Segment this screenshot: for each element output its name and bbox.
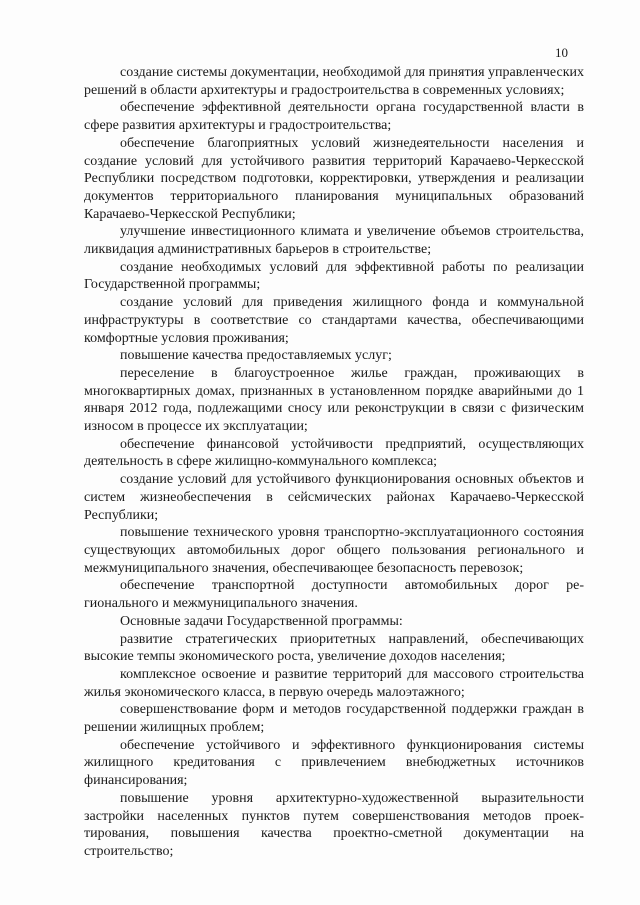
paragraph: обеспечение финансовой устойчивости предприятий, осуществляющих деятельность в сфере жилищно-коммунального комплекса; (84, 436, 584, 470)
paragraph: комплексное освоение и развитие территорий для массового строительства жилья экономического класса, в первую очередь малоэтажного; (84, 666, 584, 700)
section-heading: Основные задачи Государственной программы: (120, 613, 403, 629)
paragraph: повышение качества предоставляемых услуг; (120, 348, 392, 364)
paragraph: повышение технического уровня транспортно-эксплуатационного состояния существующих автомобильных дорог общего пользования регионального и межмуниципального значения, обеспечивающее безопасность перевозок; (84, 525, 584, 576)
paragraph: улучшение инвестиционного климата и увеличение объемов строительства, ликвидация административных барьеров в строительстве; (84, 224, 584, 258)
paragraph: повышение уровня архитектурно-художественной выразительности застройки населенных пунктов путем совершенствования методов проектирования, повышения качества проектно-сметной документации на строительство; (84, 790, 584, 859)
paragraph: переселение в благоустроенное жилье граждан, проживающих в многоквартирных домах, признанных в установленном порядке аварийными до 1 января 2012 года, подлежащими сносу или реконструкции в связи с физическим износом в процессе их эксплуатации; (84, 365, 584, 435)
paragraph: развитие стратегических приоритетных направлений, обеспечивающих высокие темпы экономического роста, увеличение доходов населения; (84, 631, 584, 665)
paragraph: обеспечение благоприятных условий жизнедеятельности населения и создание условий для устойчивого развития территорий Карачаево-Черкесской Республики посредством подготовки, корректировки, утверждения и реализации документов территориального планирования муниципальных образований Карачаево-Черкесской Республики; (84, 135, 584, 222)
paragraph: обеспечение эффективной деятельности органа государственной власти в сфере развития архитектуры и градостроительства; (84, 100, 584, 134)
document-body (84, 64, 584, 861)
paragraph: совершенствование форм и методов государственной поддержки граждан в решении жилищных проблем; (84, 702, 584, 736)
paragraph: обеспечение транспортной доступности автомобильных дорог регионального и межмуниципального значения. (84, 578, 584, 612)
paragraph: создание условий для устойчивого функционирования основных объектов и систем жизнеобеспечения в сейсмических районах Карачаево-Черкесской Республики; (84, 472, 584, 523)
paragraph: создание необходимых условий для эффективной работы по реализации Государственной программы; (84, 259, 584, 293)
page-number: 10 (555, 45, 568, 60)
paragraph: создание условий для приведения жилищного фонда и коммунальной инфраструктуры в соответствие со стандартами качества, обеспечивающими комфортные условия проживания; (84, 295, 584, 346)
paragraph: создание системы документации, необходимой для принятия управленческих решений в области архитектуры и градостроительства в современных условиях; (84, 65, 584, 98)
paragraph: обеспечение устойчивого и эффективного функционирования системы жилищного кредитования с привлечением внебюджетных источников финансирования; (84, 737, 584, 789)
